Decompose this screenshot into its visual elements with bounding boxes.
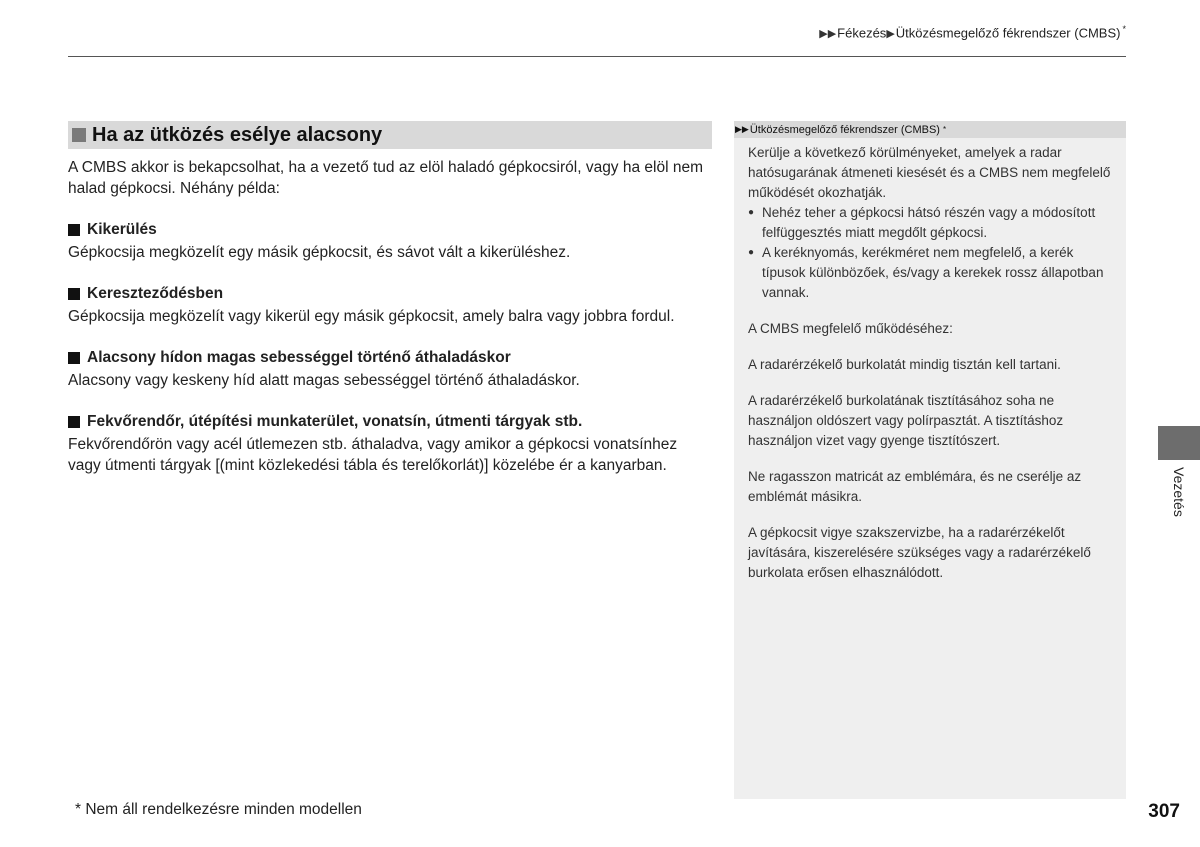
side-bullet-item: ● A keréknyomás, kerékméret nem megfelelő, a kerék típusok különbözőek, és/vagy a kerekek rossz állapotban vannak.: [748, 243, 1112, 303]
chapter-tab-label: [1158, 462, 1200, 522]
bullet-square-icon: [68, 224, 80, 236]
subsection-keresztezodesben: [68, 283, 712, 327]
section-title-bar: [68, 121, 712, 149]
section-square-icon: [72, 128, 86, 142]
side-bullet-list: [748, 203, 1112, 303]
side-paragraph: Ne ragasszon matricát az emblémára, és ne cserélje az emblémát másikra.: [748, 469, 1082, 504]
subsection-fekvorendor: [68, 411, 712, 476]
subsection-heading: [68, 219, 712, 240]
reference-arrow-icon: ▶▶: [735, 124, 749, 134]
page-number: 307: [1148, 801, 1180, 822]
subsection-text: Gépkocsija megközelít vagy kikerül egy másik gépkocsit, amely balra vagy jobbra fordul.: [68, 308, 675, 325]
subsection-alacsony-hid: [68, 347, 712, 391]
subsection-text: Alacsony vagy keskeny híd alatt magas sebességgel történő áthaladáskor.: [68, 372, 580, 389]
chapter-tab-text: Vezetés: [1171, 467, 1187, 517]
subsection-heading-text: Kikerülés: [87, 221, 157, 238]
side-bullet-item: ● Nehéz teher a gépkocsi hátsó részén vagy a módosított felfüggesztés miatt megdőlt gépkocsi.: [748, 203, 1112, 243]
side-paragraph: A radarérzékelő burkolatát mindig tisztán kell tartani.: [748, 357, 1061, 372]
side-panel-header: [734, 121, 1126, 138]
breadcrumb-item-fekezes[interactable]: Fékezés: [837, 25, 887, 41]
side-panel-body: [734, 138, 1126, 583]
intro-paragraph: A CMBS akkor is bekapcsolhat, ha a vezető tud az elöl haladó gépkocsiról, vagy ha elöl nem halad gépkocsi. Néhány példa:: [68, 159, 704, 197]
header-divider: [68, 56, 1126, 57]
subsection-text: Fekvőrendőrön vagy acél útlemezen stb. áthaladva, vagy amikor a gépkocsi vonatsínhez vagy útmenti tárgyak [(mint közlekedési tábla és terelőkorlát)] közelébe ér a kanyarban.: [68, 436, 678, 474]
side-note-panel: [734, 121, 1126, 799]
subsection-heading-text: Fekvőrendőr, útépítési munkaterület, vonatsín, útmenti tárgyak stb.: [87, 413, 583, 430]
subsection-heading: [68, 411, 712, 432]
model-availability-asterisk: *: [1122, 24, 1126, 34]
bullet-square-icon: [68, 288, 80, 300]
breadcrumb: [819, 24, 1126, 40]
bullet-square-icon: [68, 416, 80, 428]
footnote: * Nem áll rendelkezésre minden modellen: [75, 801, 362, 818]
side-paragraph: A CMBS megfelelő működéséhez:: [748, 321, 953, 336]
double-arrow-icon: ▶▶: [819, 28, 837, 41]
subsection-text: Gépkocsija megközelít egy másik gépkocsit, és sávot vált a kikerüléshez.: [68, 244, 571, 261]
side-paragraph: A gépkocsit vigye szakszervizbe, ha a radarérzékelőt javítására, kiszerelésére szükséges vagy a radarérzékelő burkolata erősen elhasználódott.: [748, 525, 1091, 580]
model-availability-asterisk: *: [942, 125, 947, 134]
side-paragraph: A radarérzékelő burkolatának tisztításához soha ne használjon oldószert vagy polírpasztát. A tisztításhoz használjon vizet vagy gyenge tisztítószert.: [748, 393, 1064, 448]
main-content: [68, 121, 712, 476]
subsection-heading: [68, 283, 712, 304]
section-title: Ha az ütközés esélye alacsony: [92, 123, 383, 146]
subsection-heading-text: Kereszteződésben: [87, 285, 224, 302]
chapter-tab-marker[interactable]: [1158, 426, 1200, 460]
breadcrumb-item-cmbs[interactable]: Ütközésmegelőző fékrendszer (CMBS): [895, 25, 1121, 41]
subsection-kikerules: [68, 219, 712, 263]
subsection-heading-text: Alacsony hídon magas sebességgel történő áthaladáskor: [87, 349, 511, 366]
arrow-icon: ▶: [886, 28, 895, 41]
side-panel-title: Ütközésmegelőző fékrendszer (CMBS): [749, 123, 940, 136]
side-paragraph: Kerülje a következő körülményeket, amelyek a radar hatósugarának átmeneti kiesését és a CMBS nem megfelelő működését okozhatják.: [748, 145, 1111, 200]
bullet-square-icon: [68, 352, 80, 364]
subsection-heading: [68, 347, 712, 368]
